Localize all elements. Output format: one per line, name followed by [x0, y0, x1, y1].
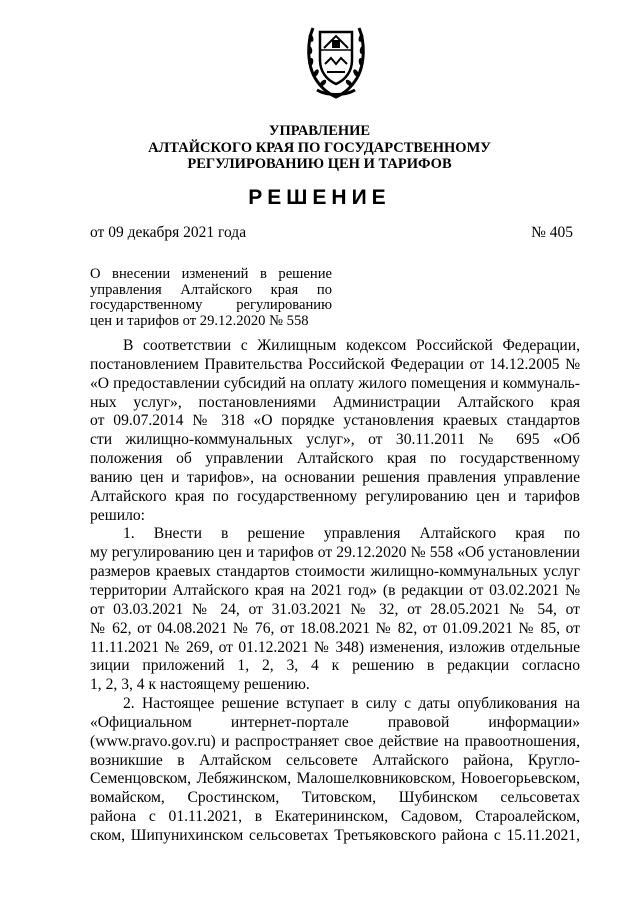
body-line: от 03.03.2021 № 24, от 31.03.2021 № 32, от 28.05.2021 № 54, от [90, 600, 580, 618]
body-line: возникшие в Алтайском сельсовете Алтайского района, Кругло- [90, 751, 580, 769]
body-line: решило: [90, 506, 145, 524]
body-line: (www.pravo.gov.ru) и распространяет свое действие на правоотношения, [90, 732, 580, 750]
body-line: размеров краевых стандартов стоимости жилищно-коммунальных услуг [90, 563, 580, 581]
body-line: му регулированию цен и тарифов от 29.12.2020 № 558 «Об установлении [90, 544, 580, 562]
body-line: 1, 2, 3, 4 к настоящему решению. [90, 676, 310, 694]
subject-line: государственному регулированию [90, 297, 332, 313]
body-line: от 09.07.2014 № 318 «О порядке установления краевых стандартов [90, 412, 580, 430]
body-line: В соответствии с Жилищным кодексом Российской Федерации, [123, 337, 580, 354]
body-line: ском, Шипунихинском сельсоветах Третьяковского района с 15.11.2021, [90, 826, 580, 844]
document-body [90, 337, 580, 846]
document-title: РЕШЕНИЕ [248, 186, 391, 209]
body-line: 11.11.2021 № 269, от 01.12.2021 № 348) изменения, изложив отдельные [90, 638, 580, 656]
subject-line: цен и тарифов от 29.12.2020 № 558 [90, 312, 309, 329]
body-line: Алтайского края по государственному регулированию цен и тарифов [90, 487, 580, 505]
body-line: постановлением Правительства Российской Федерации от 14.12.2005 № [90, 355, 580, 373]
subject-line: О внесении изменений в решение [90, 266, 332, 282]
document-number: № 405 [531, 224, 573, 241]
org-line-3: РЕГУЛИРОВАНИЮ ЦЕН И ТАРИФОВ [187, 156, 452, 172]
body-line: ванию цен и тарифов», на основании решения правления управление [90, 468, 580, 486]
document-subject [90, 267, 332, 329]
subject-line: управления Алтайского края по [90, 281, 332, 298]
body-line: «Официальном интернет-портале правовой информации» [90, 713, 580, 731]
body-line: «О предоставлении субсидий на оплату жилого помещения и коммуналь- [90, 374, 580, 392]
body-line: сти жилищно-коммунальных услуг», от 30.11.2011 № 695 «Об [90, 431, 580, 449]
document-date: от 09 декабря 2021 года [90, 224, 247, 241]
body-line: 1. Внести в решение управления Алтайского края по [123, 525, 580, 543]
body-line: № 62, от 04.08.2021 № 76, от 18.08.2021 № 82, от 01.09.2021 № 85, от [90, 619, 580, 637]
body-line: зиции приложений 1, 2, 3, 4 к решению в редакции согласно [90, 657, 580, 675]
body-line: ных услуг», постановлениями Администрации Алтайского края [90, 393, 580, 411]
body-line: положения об управлении Алтайского края по государственному [90, 450, 580, 468]
org-line-2: АЛТАЙСКОГО КРАЯ ПО ГОСУДАРСТВЕННОМУ [148, 139, 491, 156]
body-line: Семенцовском, Лебяжинском, Малошелковниковском, Новоегорьевском, [90, 770, 580, 788]
org-line-1: УПРАВЛЕНИЕ [268, 123, 371, 139]
issuing-authority [0, 123, 639, 173]
coat-of-arms-emblem [305, 20, 367, 100]
body-line: района с 01.11.2021, в Екатерининском, Садовом, Староалейском, [90, 808, 580, 826]
body-line: 2. Настоящее решение вступает в силу с даты опубликования на [123, 695, 580, 713]
body-line: вомайском, Сростинском, Титовском, Шубинском сельсоветах [90, 789, 580, 807]
body-line: территории Алтайского края на 2021 год» (в редакции от 03.02.2021 № [90, 581, 580, 599]
